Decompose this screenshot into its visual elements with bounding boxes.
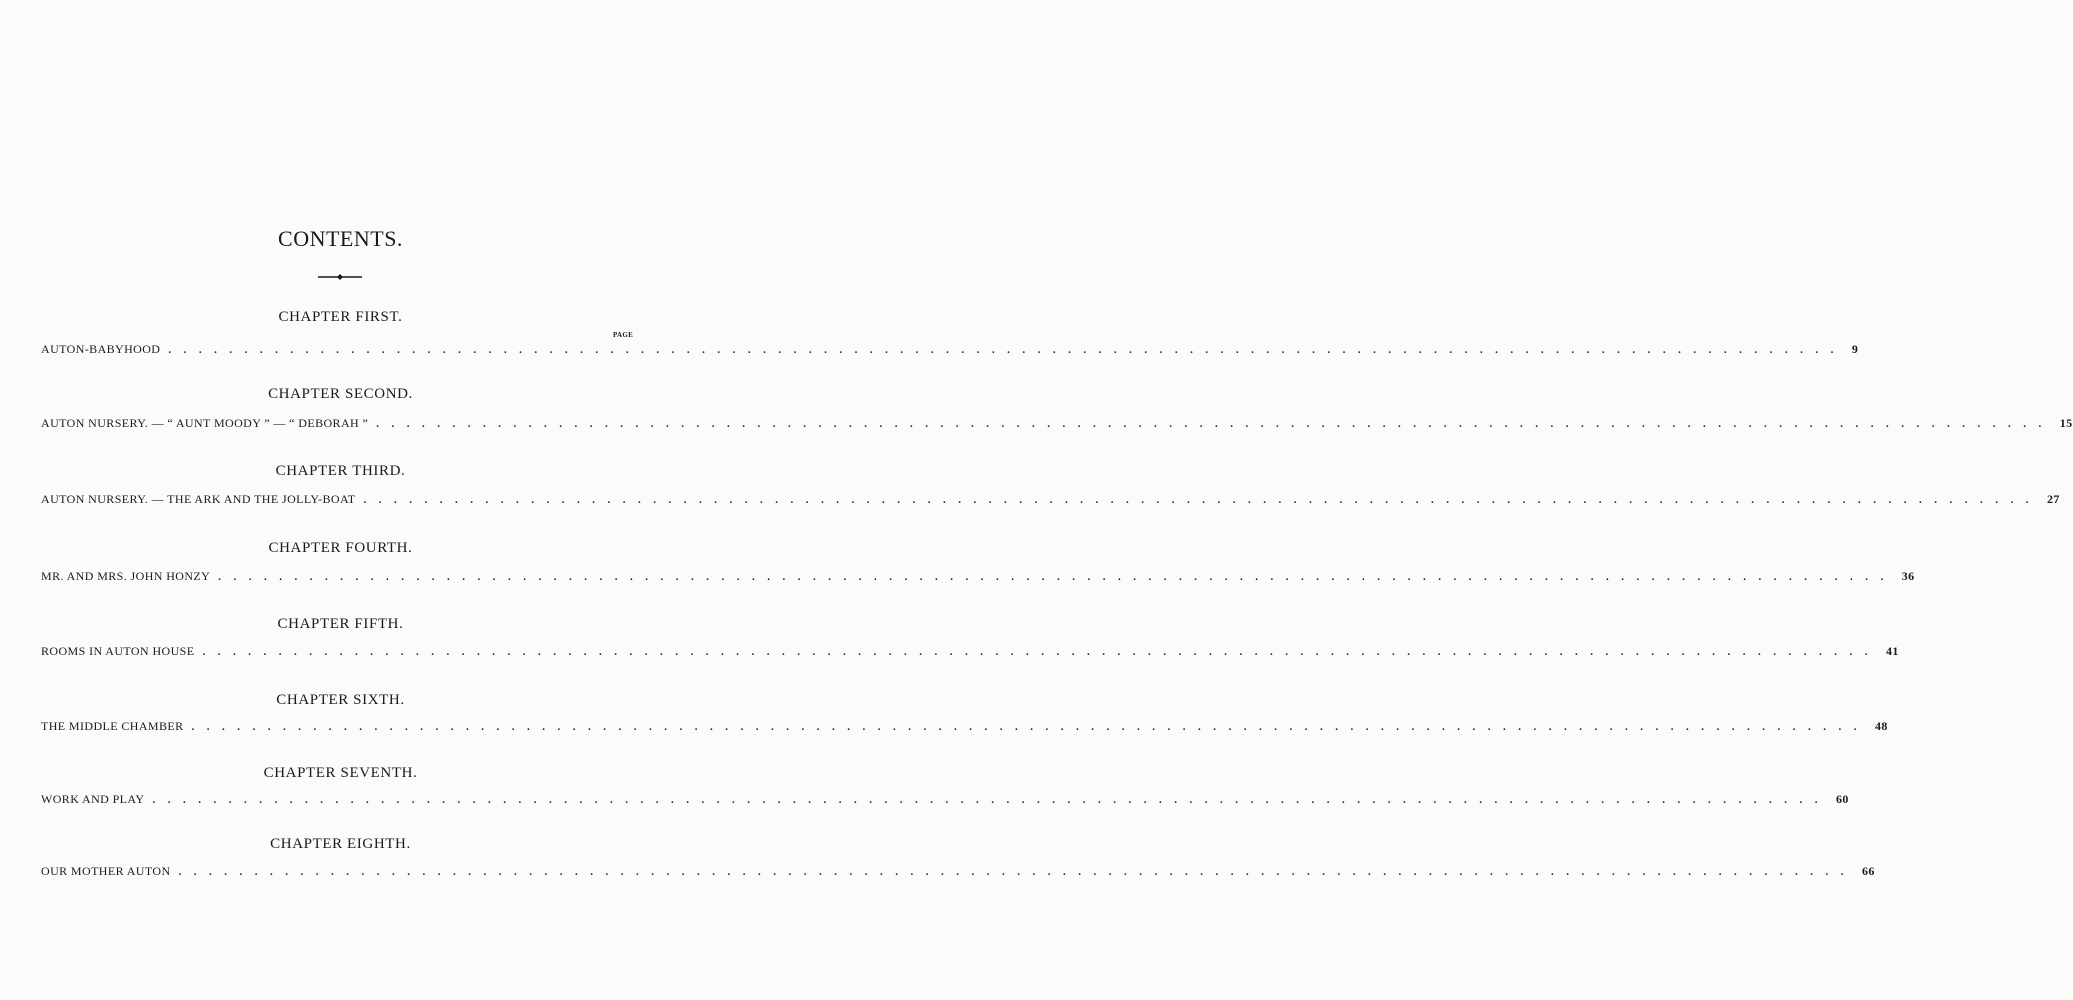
toc-entry[interactable] [41, 719, 1888, 737]
chapter-heading: CHAPTER SECOND. [268, 386, 413, 402]
toc-entry[interactable] [41, 569, 1915, 587]
ornament-divider [318, 274, 362, 280]
dot-leader: .............................................................................................................. [218, 571, 1896, 583]
dot-leader: .............................................................................................................. [178, 866, 1857, 878]
page-number: 41 [1885, 644, 1899, 658]
dot-leader: .............................................................................................................. [191, 721, 1870, 733]
entry-title: AUTON-BABYHOOD [41, 342, 161, 356]
dot-leader: .............................................................................................................. [152, 794, 1830, 806]
page-number: 9 [1851, 342, 1859, 356]
entry-title: THE MIDDLE CHAMBER [41, 719, 184, 733]
entry-title: AUTON NURSERY. — “ AUNT MOODY ” — “ DEBORAH ” [41, 416, 369, 430]
page-number: 15 [2059, 416, 2073, 430]
chapter-heading: CHAPTER FOURTH. [268, 540, 413, 556]
dot-leader: .............................................................................................................. [376, 418, 2054, 430]
entry-title: AUTON NURSERY. — THE ARK AND THE JOLLY-BOAT [41, 492, 356, 506]
toc-entry[interactable] [41, 416, 2073, 434]
page-number: 60 [1835, 792, 1849, 806]
chapter-heading: CHAPTER THIRD. [275, 463, 406, 479]
toc-entry[interactable] [41, 792, 1849, 810]
page-title: CONTENTS. [278, 226, 403, 251]
page-number: 27 [2046, 492, 2060, 506]
toc-entry[interactable] [41, 492, 2060, 510]
chapter-heading: CHAPTER FIRST. [278, 309, 403, 325]
dot-leader: .............................................................................................................. [363, 494, 2041, 506]
toc-entry[interactable] [41, 644, 1899, 662]
chapter-heading: CHAPTER SEVENTH. [263, 765, 418, 781]
chapter-heading: CHAPTER SIXTH. [276, 692, 405, 708]
toc-entry[interactable] [41, 342, 1859, 360]
chapter-heading: CHAPTER FIFTH. [277, 616, 404, 632]
page-number: 36 [1901, 569, 1915, 583]
entry-title: OUR MOTHER AUTON [41, 864, 171, 878]
page-column-label: PAGE [613, 331, 634, 339]
entry-title: MR. AND MRS. JOHN HONZY [41, 569, 211, 583]
page-number: 48 [1875, 719, 1888, 733]
dot-leader: .............................................................................................................. [168, 344, 1846, 356]
entry-title: ROOMS IN AUTON HOUSE [41, 644, 195, 658]
toc-entry[interactable] [41, 864, 1875, 882]
page-number: 66 [1862, 864, 1875, 878]
chapter-heading: CHAPTER EIGHTH. [270, 836, 411, 852]
entry-title: WORK AND PLAY [41, 792, 145, 806]
dot-leader: .............................................................................................................. [202, 646, 1880, 658]
